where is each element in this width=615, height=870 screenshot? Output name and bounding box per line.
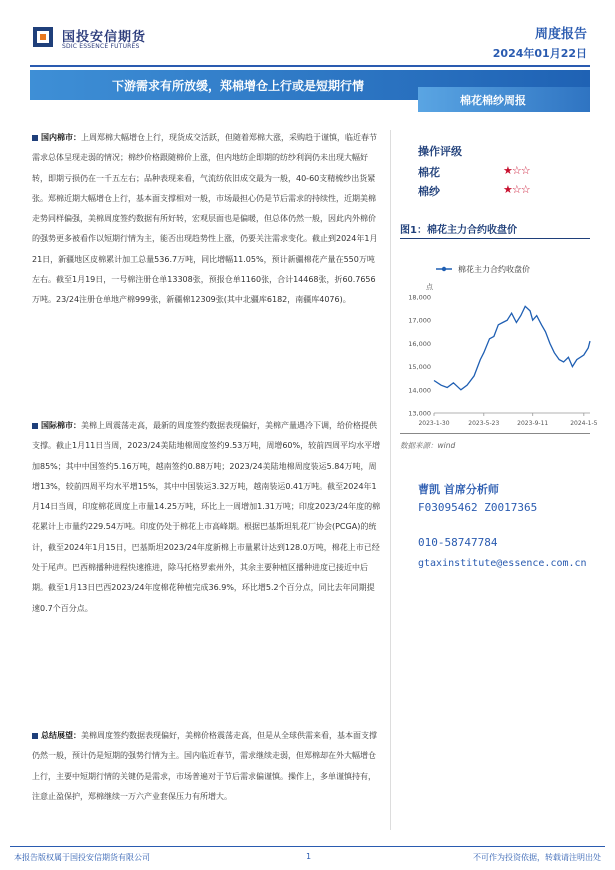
y-tick-label: 17,000	[408, 316, 431, 325]
figure-title: 图1：棉花主力合约收盘价	[400, 225, 517, 236]
analyst-registration: F03095462 Z0017365	[418, 501, 538, 514]
paragraph-lead: 国际棉市：	[41, 421, 81, 430]
y-tick-label: 14,000	[408, 386, 431, 395]
report-type: 周度报告	[534, 27, 587, 42]
y-tick-label: 18,000	[408, 293, 431, 302]
logo-text: 国投安信期货	[62, 30, 147, 45]
rating-name-cotton: 棉花	[418, 166, 440, 179]
legend-label: 棉花主力合约收盘价	[458, 265, 530, 274]
analyst-phone: 010-58747784	[418, 536, 498, 549]
bullet-icon	[32, 135, 38, 141]
paragraph-summary	[32, 726, 382, 807]
figure-title-rule	[400, 238, 590, 239]
paragraph-lead: 国内棉市：	[41, 133, 81, 142]
x-tick-label: 2023-1-30	[418, 420, 450, 427]
data-source: 数据来源：wind	[400, 441, 456, 450]
header-divider	[30, 65, 590, 67]
x-tick-label: 2024-1-5	[570, 420, 598, 427]
rating-title: 操作评级	[418, 145, 462, 158]
column-divider	[390, 130, 391, 830]
logo-icon	[33, 27, 53, 47]
rating-stars-yarn: ★☆☆	[503, 183, 530, 196]
paragraph-text: 美棉上周震荡走高，最新的周度签约数据表现偏好，美棉产量遇冷下调，给价格提供支撑。截止1月11日当周，2023/24美陆地棉周度签约9.53万吨，周增60%，较前四周平均水平增加85%；其中中国签约5.16万吨，越南签约0.88万吨；2023/24美陆地棉周度装运5.84万吨，周增13%，较前四周平均水平增15%，其中中国装运3.32万吨，越南装运0.41万吨。截至2024年1月14日当周，印度棉花周度上市量14.25万吨，环比上一周增加1.31万吨；印度2023/24年度的棉花累计上市量约229.54万吨。印度仍处于棉花上市高峰期。根据巴基斯坦轧花厂协会(PCGA)的统计，截至2024年1月15日，巴基斯坦2023/24年度新棉上市量累计达到128.0万吨，棉花上市已经处于尾声。巴西棉播种进程快速推进，除马托格罗索州外，其余主要种植区播种进度已接近中后期。截至1月13日巴西2023/24年度棉花种植完成36.9%，环比增5.2个百分点，同比去年同期提速0.7个百分点。	[32, 421, 381, 613]
y-tick-label: 15,000	[408, 363, 431, 372]
series-line	[434, 306, 590, 390]
y-tick-label: 13,000	[408, 409, 431, 418]
footer-divider	[10, 846, 605, 847]
report-title: 下游需求有所放缓，郑棉增仓上行或是短期行情	[112, 79, 365, 93]
logo-subtext: SDIC ESSENCE FUTURES	[62, 43, 140, 50]
y-axis-label: 点	[426, 283, 433, 291]
paragraph-lead: 总结展望：	[41, 731, 81, 740]
x-tick-label: 2023-5-23	[468, 420, 500, 427]
footer-copyright: 本报告版权属于国投安信期货有限公司	[14, 853, 150, 862]
paragraph-text: 美棉周度签约数据表现偏好，美棉价格震荡走高，但是从全球供需来看，基本面支撑仍然一般，预计仍是短期的强势行情为主。国内临近春节，需求继续走弱，但郑棉却在外大幅增仓上行，主要中短期行情的关键仍是需求，市场普遍对于节后需求偏谨慎。操作上，多单谨慎持有，注意止盈保护，郑棉继续一万六产业套保压力有所增大。	[32, 731, 377, 801]
rating-stars-cotton: ★☆☆	[503, 164, 530, 177]
paragraph-international	[32, 416, 382, 619]
analyst-email[interactable]: gtaxinstitute@essence.com.cn	[418, 558, 587, 569]
legend-marker	[442, 267, 446, 271]
analyst-name: 曹凯 首席分析师	[418, 483, 499, 496]
footer-disclaimer: 不可作为投资依据，转载请注明出处	[473, 853, 601, 862]
bullet-icon	[32, 733, 38, 739]
rating-name-yarn: 棉纱	[418, 185, 440, 198]
x-tick-label: 2023-9-11	[517, 420, 549, 427]
source-rule	[400, 433, 590, 434]
report-subtitle: 棉花棉纱周报	[460, 94, 526, 107]
bullet-icon	[32, 423, 38, 429]
page-number: 1	[306, 852, 312, 861]
paragraph-text: 上周郑棉大幅增仓上行，现货成交活跃，但随着郑棉大涨，采购趋于谨慎，临近春节需求总体呈现走弱的情况；棉纱价格跟随棉价上涨，但内地纺企即期的纺纱利润仍未出现大幅好转，即期亏损仍在一千五左右；品种表现来看，气流纺依旧成交最为一般，40-60支精梳纱出货紧张。郑棉近期大幅增仓上行，基本面支撑相对一般，市场最担心仍是节后需求的持续性，近期美棉走势同样偏强，美棉周度签约数据有所好转，宏观层面也是偏暖，但总体仍然一般，因此内外棉价的强势更多被看作以短期行情为主，能否出现趋势性上涨，仍要关注需求变化。截止到2024年1月21日，新疆地区皮棉累计加工总量536.7万吨，同比增幅11.05%，预计新疆棉花产量在550万吨左右。截至1月19日，一号棉注册仓单13308张，预报仓单1160张，合计14468张，折60.7656万吨。23/24注册仓单地产棉999张，新疆棉12309张(其中北疆库6182，南疆库4076)。	[32, 133, 378, 305]
report-date: 2024年01月22日	[492, 47, 587, 60]
y-tick-label: 16,000	[408, 339, 431, 348]
price-line-chart	[402, 255, 598, 435]
paragraph-domestic	[32, 128, 382, 311]
